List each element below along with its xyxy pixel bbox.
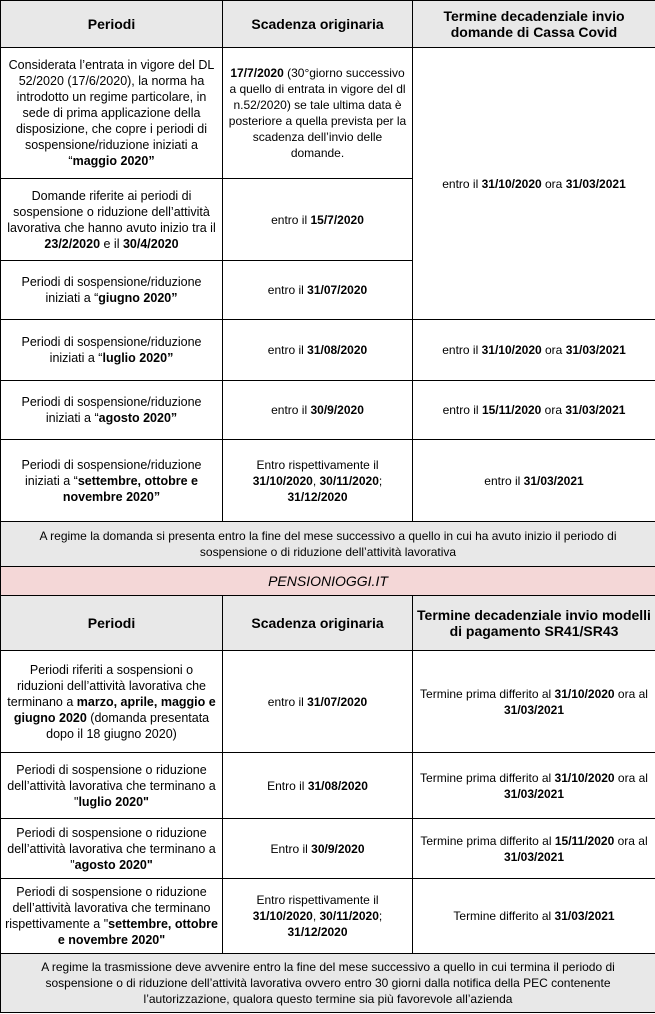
table-row	[1, 381, 655, 440]
bold-text: agosto 2020”	[98, 411, 178, 425]
period-cell	[1, 753, 223, 819]
bold-text: 31/03/2021	[554, 909, 615, 923]
deadline-cell	[223, 651, 413, 753]
period-cell	[1, 879, 223, 954]
bold-text: 31/08/2020	[307, 778, 368, 793]
header-scadenza-originaria: Scadenza originaria	[223, 596, 413, 651]
header-scadenza-originaria: Scadenza originaria	[223, 1, 413, 48]
deadline-cell	[223, 753, 413, 819]
text-run: ,	[312, 473, 320, 488]
text-run: Termine prima differito al	[420, 686, 555, 701]
table2-header-row	[1, 596, 655, 651]
deadline-cell	[223, 179, 413, 261]
deadline-cell	[223, 381, 413, 440]
text-run: Entro rispettivamente il	[256, 457, 379, 472]
bold-text: 31/03/2021	[565, 176, 626, 191]
bold-text: 30/11/2020	[319, 473, 379, 488]
bold-text: luglio 2020"	[78, 794, 149, 809]
text-run: ora al	[614, 686, 648, 701]
text-run: entro il	[484, 473, 524, 488]
text-run: Termine differito al	[453, 909, 555, 923]
text-run: e il	[100, 236, 123, 251]
text-run: Considerata l’entrata in vigore del DL 52/2020 (17/6/2020), la norma ha introdotto un regime particolare, in sede di prima applicazione della disposizione, che copre i periodi di sospensione/riduzione iniziati a “	[8, 58, 215, 168]
table-row	[1, 651, 655, 753]
brand-row	[1, 567, 655, 596]
bold-text: 31/03/2021	[503, 786, 565, 801]
term-cell	[413, 48, 655, 320]
text-run: Periodi di sospensione o riduzione dell’attività lavorativa che terminano a "	[7, 825, 216, 872]
table1-note: A regime la domanda si presenta entro la fine del mese successivo a quello in cui ha avuto inizio il periodo di sospensione o di riduzione dell’attività lavorativa	[1, 522, 655, 567]
bold-text: 30/9/2020	[311, 841, 365, 856]
table-row	[1, 440, 655, 522]
table-row	[1, 753, 655, 819]
bold-text: 31/12/2020	[287, 489, 348, 504]
text-run: ora	[541, 176, 566, 191]
header-termine-domande: Termine decadenziale invio domande di Cassa Covid	[413, 1, 655, 48]
bold-text: 30/11/2020	[319, 909, 379, 923]
deadline-cell	[223, 819, 413, 879]
text-run: ora al	[614, 770, 648, 785]
text-run: entro il	[271, 212, 311, 227]
header-termine-modelli: Termine decadenziale invio modelli di pagamento SR41/SR43	[413, 596, 655, 651]
table-row	[1, 320, 655, 381]
text-run: ora al	[614, 833, 648, 848]
bold-text: 31/10/2020	[252, 909, 313, 923]
bold-text: 15/11/2020	[481, 403, 542, 417]
term-cell	[413, 440, 655, 522]
text-run: Periodi di sospensione/riduzione iniziati a “	[21, 457, 202, 488]
deadline-cell	[223, 320, 413, 381]
note-row	[1, 954, 655, 1013]
text-run: entro il	[442, 343, 482, 357]
text-run: ora	[541, 403, 566, 417]
term-cell	[413, 819, 655, 879]
text-run: (domanda presentata dopo il 18 giugno 2020)	[46, 710, 210, 741]
bold-text: 31/12/2020	[287, 925, 348, 939]
text-run: Entro il	[270, 841, 312, 856]
term-cell	[413, 651, 655, 753]
bold-text: marzo, aprile, maggio e giugno 2020	[13, 694, 216, 725]
brand-banner: PENSIONIOGGI.IT	[1, 567, 655, 596]
term-cell	[413, 381, 655, 440]
bold-text: 30/9/2020	[310, 403, 364, 417]
text-run: Entro rispettivamente il	[256, 893, 379, 907]
text-run: Periodi di sospensione/riduzione iniziati a “	[21, 275, 202, 305]
bold-text: 15/11/2020	[554, 833, 615, 848]
text-run: entro il	[271, 403, 311, 417]
deadline-cell	[223, 261, 413, 320]
deadline-cell	[223, 879, 413, 954]
bold-text: 31/03/2021	[503, 849, 565, 864]
period-cell	[1, 381, 223, 440]
bold-text: 31/10/2020	[252, 473, 313, 488]
text-run: entro il	[442, 176, 482, 191]
text-run: Periodi riferiti a sospensioni o riduzioni dell’attività lavorativa che terminano a	[7, 662, 206, 709]
bold-text: 23/2/2020	[44, 236, 101, 251]
bold-text: 31/10/2020	[481, 343, 542, 357]
header-periodi: Periodi	[1, 1, 223, 48]
bold-text: giugno 2020”	[98, 291, 178, 305]
bold-text: 17/7/2020	[230, 66, 284, 80]
table-row	[1, 879, 655, 954]
bold-text: maggio 2020”	[72, 154, 155, 168]
text-run: Termine prima differito al	[420, 833, 555, 848]
bold-text: luglio 2020”	[102, 351, 174, 365]
deadline-cell	[223, 440, 413, 522]
period-cell	[1, 261, 223, 320]
term-cell	[413, 879, 655, 954]
text-run: ora	[541, 343, 566, 357]
text-run: entro il	[267, 694, 308, 709]
bold-text: agosto 2020"	[74, 857, 153, 872]
text-run: entro il	[442, 403, 482, 417]
table-row	[1, 819, 655, 879]
bold-text: 31/03/2021	[565, 403, 626, 417]
bold-text: 31/08/2020	[307, 343, 368, 357]
period-cell	[1, 440, 223, 522]
text-run: ,	[312, 909, 320, 923]
bold-text: 15/7/2020	[310, 212, 364, 227]
text-run: Termine prima differito al	[420, 770, 555, 785]
bold-text: settembre, ottobre e novembre 2020”	[62, 473, 198, 504]
text-run: Periodi di sospensione o riduzione dell’attività lavorativa che terminano a "	[7, 762, 216, 809]
period-cell	[1, 651, 223, 753]
period-cell	[1, 819, 223, 879]
bold-text: 31/10/2020	[554, 686, 615, 701]
table1-header-row	[1, 1, 655, 48]
term-cell	[413, 753, 655, 819]
text-run: entro il	[267, 283, 308, 297]
note-row	[1, 522, 655, 567]
text-run: Periodi di sospensione o riduzione dell’attività lavorativa che terminano rispettivamente a "	[5, 885, 211, 931]
text-run: ;	[378, 909, 383, 923]
table-row	[1, 48, 655, 179]
bold-text: 31/03/2021	[503, 702, 565, 717]
bold-text: 31/10/2020	[481, 176, 542, 191]
table2-note: A regime la trasmissione deve avvenire entro la fine del mese successivo a quello in cui termina il periodo di sospensione o di riduzione dell’attività lavorativa ovvero entro 30 giorni dalla notifica della PEC contenente l’autorizzazione, qualora questo termine sia più favorevole all’azienda	[1, 954, 655, 1013]
bold-text: 30/4/2020	[122, 236, 179, 251]
header-periodi: Periodi	[1, 596, 223, 651]
text-run: Entro il	[267, 778, 308, 793]
term-cell	[413, 320, 655, 381]
bold-text: 31/07/2020	[307, 694, 368, 709]
bold-text: 31/03/2021	[565, 343, 626, 357]
bold-text: 31/10/2020	[554, 770, 615, 785]
text-run: entro il	[267, 343, 308, 357]
text-run: Periodi di sospensione/riduzione iniziati a “	[21, 335, 202, 365]
period-cell	[1, 320, 223, 381]
deadline-cell	[223, 48, 413, 179]
text-run: (30°giorno successivo a quello di entrata in vigore del dl n.52/2020) se tale ultima data è posteriore a quella prevista per la scadenza dell’invio delle domande.	[228, 66, 407, 160]
text-run: Periodi di sospensione/riduzione iniziati a “	[21, 395, 202, 425]
text-run: Domande riferite ai periodi di sospensione o riduzione dell’attività lavorativa che hanno avuto inizio tra il	[7, 188, 216, 235]
text-run: ;	[378, 473, 383, 488]
period-cell	[1, 179, 223, 261]
period-cell	[1, 48, 223, 179]
bold-text: 31/03/2021	[523, 473, 584, 488]
bold-text: settembre, ottobre e novembre 2020"	[57, 917, 218, 947]
bold-text: 31/07/2020	[307, 283, 368, 297]
